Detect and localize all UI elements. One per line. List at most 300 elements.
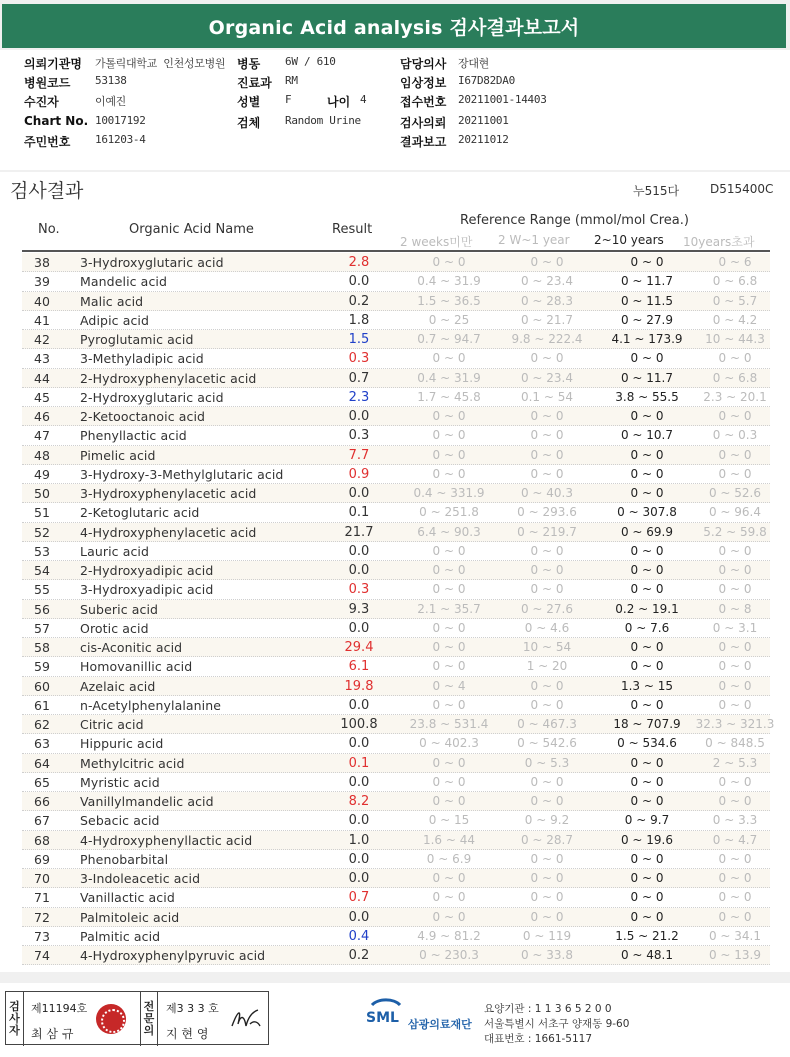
ref-range-2weeks: 0 ~ 0 — [432, 466, 466, 481]
result-value: 100.8 — [340, 717, 378, 732]
header-divider — [22, 250, 770, 252]
row-number: 49 — [34, 466, 50, 482]
row-number: 44 — [34, 370, 50, 386]
row-number: 39 — [34, 274, 50, 290]
ward-label: 병동 — [237, 57, 261, 71]
result-value: 1.5 — [348, 332, 370, 347]
ref-range-10years: 0 ~ 34.1 — [708, 928, 762, 943]
ref-range-10years: 0 ~ 848.5 — [705, 736, 765, 751]
ref-range-2weeks: 1.5 ~ 36.5 — [417, 293, 481, 308]
row-number: 55 — [34, 582, 50, 598]
row-number: 69 — [34, 851, 50, 867]
table-row — [22, 330, 770, 349]
ref-range-2-10years: 0 ~ 0 — [630, 640, 664, 654]
acid-name: 3-Hydroxy-3-Methylglutaric acid — [80, 466, 284, 482]
ref-range-2w-1year: 0 ~ 0 — [530, 697, 564, 712]
result-value: 0.0 — [348, 697, 370, 713]
ref-range-2weeks: 0 ~ 0 — [432, 409, 466, 423]
row-number: 47 — [34, 428, 50, 444]
ref-range-2weeks: 6.4 ~ 90.3 — [417, 524, 481, 539]
ref-range-2w-1year: 1 ~ 20 — [526, 659, 568, 674]
ref-range-2-10years: 0 ~ 0 — [630, 351, 664, 366]
ref-range-2w-1year: 0 ~ 0 — [530, 871, 564, 885]
clinical-label: 임상정보 — [400, 76, 447, 90]
ref-range-2-10years: 0 ~ 7.6 — [624, 620, 670, 635]
chart-label: Chart No. — [24, 114, 89, 128]
table-row — [22, 657, 770, 676]
receipt-value: 20211001-14403 — [458, 93, 547, 106]
row-number: 38 — [34, 255, 50, 270]
ref-range-2weeks: 0 ~ 0 — [432, 774, 466, 789]
ref-range-10years: 0 ~ 8 — [718, 601, 752, 616]
acid-name: Homovanillic acid — [80, 659, 193, 675]
ref-range-10years: 0 ~ 4.2 — [712, 312, 758, 327]
ref-range-10years: 0 ~ 6 — [718, 255, 752, 269]
table-row — [22, 773, 770, 792]
ref-range-2w-1year: 0 ~ 4.6 — [524, 620, 570, 635]
row-number: 60 — [34, 678, 50, 694]
table-row — [22, 831, 770, 850]
acid-name: Mandelic acid — [80, 274, 168, 290]
ref-range-2w-1year: 0 ~ 0 — [530, 466, 564, 481]
acid-name: Lauric acid — [80, 543, 150, 559]
table-row — [22, 638, 770, 657]
sml-logo-text: SML — [366, 1010, 399, 1026]
table-row — [22, 754, 770, 773]
results-title: 검사결과 — [10, 180, 84, 202]
ref-range-10years: 2 ~ 5.3 — [712, 755, 758, 770]
examiner-label: 검 사 자 — [6, 992, 24, 1046]
result-value: 0.3 — [348, 351, 370, 367]
result-value: 0.7 — [348, 370, 370, 386]
examiner-name: 최 삼 규 — [31, 1027, 74, 1041]
ref-range-2-10years: 0 ~ 0 — [630, 409, 664, 423]
ref-range-10years: 0 ~ 0 — [718, 909, 752, 924]
results-code: 누515다 — [633, 184, 680, 198]
result-value: 21.7 — [344, 524, 374, 540]
ref-range-10years: 0 ~ 0 — [718, 447, 752, 462]
ref-range-10years: 2.3 ~ 20.1 — [703, 389, 767, 404]
result-value: 0.2 — [348, 293, 370, 309]
acid-name: 4-Hydroxyphenylacetic acid — [80, 524, 257, 540]
info-row — [0, 133, 790, 152]
ref-range-10years: 0 ~ 0 — [718, 851, 752, 866]
ref-header-2-10years: 2~10 years — [594, 233, 664, 247]
ref-range-2w-1year: 0 ~ 0 — [530, 909, 564, 924]
ref-range-2weeks: 0.4 ~ 31.9 — [417, 370, 481, 385]
ref-range-2w-1year: 0 ~ 0 — [530, 543, 564, 558]
table-row — [22, 465, 770, 484]
table-row — [22, 715, 775, 734]
ref-range-10years: 0 ~ 0 — [718, 678, 752, 693]
ref-range-2w-1year: 0 ~ 0 — [530, 851, 564, 866]
ref-range-2w-1year: 10 ~ 54 — [522, 640, 572, 654]
acid-name: Citric acid — [80, 717, 144, 732]
ref-range-2w-1year: 0 ~ 0 — [530, 774, 564, 789]
ref-range-2-10years: 0 ~ 0 — [630, 890, 664, 905]
acid-name: Phenyllactic acid — [80, 428, 187, 444]
ref-range-2w-1year: 0 ~ 9.2 — [524, 813, 570, 828]
ref-range-2weeks: 0 ~ 4 — [432, 678, 466, 693]
ref-range-2-10years: 0 ~ 11.5 — [620, 293, 674, 308]
ref-range-10years: 0 ~ 0 — [718, 582, 752, 597]
row-number: 43 — [34, 351, 50, 367]
col-no-header: No. — [38, 222, 60, 237]
result-value: 0.0 — [348, 736, 370, 752]
ref-range-10years: 0 ~ 0 — [718, 871, 752, 885]
table-row — [22, 542, 770, 561]
ref-range-2weeks: 0 ~ 0 — [432, 351, 466, 366]
result-value: 0.0 — [348, 274, 370, 290]
ref-range-10years: 0 ~ 0 — [718, 659, 752, 674]
table-row — [22, 869, 770, 888]
hospital-code-label: 병원코드 — [24, 76, 71, 90]
result-value: 0.0 — [348, 851, 370, 867]
results-section — [0, 172, 790, 972]
table-row — [22, 811, 770, 830]
address: 서울특별시 서초구 양재동 9-60 — [484, 1018, 630, 1030]
ref-range-10years: 0 ~ 4.7 — [712, 832, 758, 847]
specimen-value: Random Urine — [285, 114, 361, 127]
ref-range-2weeks: 0 ~ 15 — [428, 813, 470, 828]
reviewer-name: 지 현 영 — [166, 1027, 209, 1041]
ref-range-2weeks: 0 ~ 0 — [432, 428, 466, 443]
result-value: 2.8 — [348, 255, 370, 270]
ref-range-2-10years: 0 ~ 0 — [630, 909, 664, 924]
result-value: 0.0 — [348, 563, 370, 578]
patient-label: 수진자 — [24, 95, 59, 109]
doctor-label: 담당의사 — [400, 57, 447, 71]
ref-range-10years: 10 ~ 44.3 — [705, 332, 765, 346]
phone-number: 대표번호 : 1661-5117 — [484, 1033, 593, 1045]
ref-range-2w-1year: 0 ~ 23.4 — [520, 274, 574, 289]
row-number: 53 — [34, 543, 50, 559]
acid-name: 3-Hydroxyglutaric acid — [80, 255, 224, 270]
ref-range-2weeks: 0 ~ 25 — [428, 312, 470, 327]
ref-range-2-10years: 1.5 ~ 21.2 — [615, 928, 679, 943]
request-label: 검사의뢰 — [400, 116, 447, 130]
row-number: 51 — [34, 505, 50, 521]
row-number: 65 — [34, 774, 50, 790]
table-row — [22, 484, 770, 503]
row-number: 59 — [34, 659, 50, 675]
result-value: 7.7 — [348, 447, 370, 463]
ref-range-2-10years: 0 ~ 0 — [630, 486, 664, 500]
ref-range-2-10years: 4.1 ~ 173.9 — [611, 332, 683, 346]
row-number: 48 — [34, 447, 50, 463]
row-number: 74 — [34, 948, 50, 963]
ref-range-2weeks: 0 ~ 402.3 — [419, 736, 479, 751]
ref-range-10years: 0 ~ 0 — [718, 543, 752, 558]
acid-name: Adipic acid — [80, 312, 150, 328]
ref-range-2w-1year: 0 ~ 0 — [530, 890, 564, 905]
ref-range-10years: 0 ~ 0 — [718, 640, 752, 654]
agency-number: 요양기관 : 1 1 3 6 5 2 0 0 — [484, 1003, 612, 1015]
ref-range-10years: 0 ~ 0 — [718, 890, 752, 905]
ref-range-2w-1year: 0 ~ 0 — [530, 255, 564, 269]
signature-box — [5, 991, 269, 1045]
table-row — [22, 927, 770, 946]
table-row — [22, 426, 770, 445]
result-value: 29.4 — [344, 640, 374, 655]
examiner-license: 제11194호 — [31, 1002, 88, 1015]
specimen-label: 검체 — [237, 116, 261, 130]
row-number: 46 — [34, 409, 50, 424]
patient-value: 이예진 — [95, 95, 126, 108]
report-footer — [0, 983, 790, 1057]
ref-range-2-10years: 0 ~ 0 — [630, 697, 664, 712]
result-value: 8.2 — [348, 794, 370, 809]
ref-range-2-10years: 0 ~ 0 — [630, 255, 664, 269]
clinical-value: I67D82DA0 — [458, 74, 515, 87]
results-code: D515400C — [710, 182, 774, 196]
reviewer-signature — [228, 1006, 264, 1032]
ref-range-10years: 0 ~ 0.3 — [712, 428, 758, 443]
acid-name: Malic acid — [80, 293, 144, 309]
ref-range-2weeks: 0 ~ 0 — [432, 447, 466, 462]
ref-range-2weeks: 2.1 ~ 35.7 — [417, 601, 481, 616]
row-number: 45 — [34, 389, 50, 405]
result-value: 0.0 — [348, 871, 370, 886]
acid-name: 2-Hydroxyadipic acid — [80, 563, 214, 578]
row-number: 41 — [34, 312, 50, 328]
result-value: 0.0 — [348, 909, 370, 925]
ref-range-10years: 0 ~ 0 — [718, 774, 752, 789]
ref-range-2weeks: 23.8 ~ 531.4 — [409, 717, 489, 731]
ref-range-2-10years: 0 ~ 0 — [630, 659, 664, 674]
ref-range-2-10years: 0 ~ 19.6 — [620, 832, 674, 847]
hospital-code-value: 53138 — [95, 74, 127, 87]
ref-range-2w-1year: 0 ~ 28.3 — [520, 293, 574, 308]
result-value: 0.0 — [348, 813, 370, 829]
acid-name: Pyroglutamic acid — [80, 332, 194, 347]
acid-name: 4-Hydroxyphenylpyruvic acid — [80, 948, 266, 963]
ref-range-2weeks: 0 ~ 0 — [432, 871, 466, 885]
acid-name: Palmitic acid — [80, 928, 161, 944]
row-number: 62 — [34, 717, 50, 732]
acid-name: Pimelic acid — [80, 447, 156, 463]
ref-range-2w-1year: 0 ~ 40.3 — [520, 486, 574, 500]
acid-name: 4-Hydroxyphenyllactic acid — [80, 832, 253, 848]
acid-name: cis-Aconitic acid — [80, 640, 183, 655]
ref-range-2w-1year: 0 ~ 27.6 — [520, 601, 574, 616]
ref-range-2weeks: 0 ~ 0 — [432, 659, 466, 674]
result-value: 0.0 — [348, 409, 370, 424]
ref-range-2w-1year: 0 ~ 21.7 — [520, 312, 574, 327]
ref-range-2weeks: 0 ~ 0 — [432, 563, 466, 577]
institution-label: 의뢰기관명 — [24, 57, 82, 71]
ref-range-10years: 0 ~ 0 — [718, 794, 752, 808]
acid-name: 3-Methyladipic acid — [80, 351, 204, 367]
acid-name: 2-Ketooctanoic acid — [80, 409, 206, 424]
ref-range-2weeks: 0.7 ~ 94.7 — [417, 332, 481, 346]
ref-range-2-10years: 0 ~ 0 — [630, 755, 664, 770]
ref-range-2-10years: 0 ~ 0 — [630, 563, 664, 577]
result-value: 0.0 — [348, 620, 370, 636]
col-name-header: Organic Acid Name — [129, 222, 254, 237]
info-row — [0, 55, 790, 74]
ref-range-2w-1year: 0.1 ~ 54 — [520, 389, 574, 404]
ref-range-10years: 0 ~ 52.6 — [708, 486, 762, 500]
acid-name: 3-Hydroxyphenylacetic acid — [80, 486, 257, 501]
ref-range-2-10years: 0 ~ 27.9 — [620, 312, 674, 327]
receipt-label: 접수번호 — [400, 95, 447, 109]
result-value: 6.1 — [348, 659, 370, 675]
ref-range-2weeks: 0 ~ 0 — [432, 755, 466, 770]
acid-name: Phenobarbital — [80, 851, 169, 867]
table-row — [22, 561, 770, 580]
ref-range-2weeks: 0 ~ 0 — [432, 909, 466, 924]
row-number: 61 — [34, 697, 50, 713]
table-row — [22, 253, 770, 272]
ref-range-2w-1year: 0 ~ 23.4 — [520, 370, 574, 385]
ref-range-2w-1year: 0 ~ 0 — [530, 582, 564, 597]
row-number: 56 — [34, 601, 50, 617]
table-row — [22, 446, 770, 465]
ref-range-10years: 0 ~ 3.1 — [712, 620, 758, 635]
table-row — [22, 272, 770, 291]
info-row — [0, 114, 790, 133]
ref-range-2w-1year: 0 ~ 0 — [530, 428, 564, 443]
ref-range-2w-1year: 0 ~ 0 — [530, 678, 564, 693]
row-number: 70 — [34, 871, 50, 886]
ref-range-2weeks: 0 ~ 0 — [432, 697, 466, 712]
ref-header-2w-1year: 2 W~1 year — [498, 233, 570, 247]
col-result-header: Result — [332, 222, 373, 237]
ref-range-10years: 0 ~ 0 — [718, 409, 752, 423]
ref-range-2-10years: 0 ~ 534.6 — [617, 736, 677, 751]
institution-value: 가톨릭대학교 인천성모병원 — [95, 57, 226, 70]
ref-range-10years: 0 ~ 6.8 — [712, 370, 758, 385]
col-ref-header: Reference Range (mmol/mol Crea.) — [460, 213, 689, 228]
ref-range-10years: 0 ~ 3.3 — [712, 813, 758, 828]
table-row — [22, 369, 770, 388]
reviewer-license: 제3 3 3 호 — [166, 1002, 219, 1015]
doctor-value: 장대현 — [458, 57, 489, 70]
row-number: 42 — [34, 332, 50, 347]
table-row — [22, 407, 770, 426]
acid-name: 3-Indoleacetic acid — [80, 871, 201, 886]
acid-name: Methylcitric acid — [80, 755, 185, 771]
ref-range-2weeks: 0.4 ~ 331.9 — [413, 486, 485, 500]
dept-label: 진료과 — [237, 76, 272, 90]
row-number: 52 — [34, 524, 50, 540]
acid-name: Sebacic acid — [80, 813, 160, 829]
ref-header-2weeks: 2 weeks미만 — [400, 235, 473, 249]
ref-range-2w-1year: 0 ~ 467.3 — [517, 717, 577, 731]
ref-range-2weeks: 0 ~ 0 — [432, 543, 466, 558]
table-row — [22, 523, 770, 542]
result-value: 0.0 — [348, 774, 370, 790]
ref-range-10years: 0 ~ 0 — [718, 563, 752, 577]
ref-range-10years: 0 ~ 0 — [718, 697, 752, 712]
row-number: 66 — [34, 794, 50, 809]
table-row — [22, 292, 770, 311]
ref-range-10years: 0 ~ 0 — [718, 466, 752, 481]
ref-range-2weeks: 0 ~ 0 — [432, 794, 466, 808]
ref-range-2w-1year: 0 ~ 33.8 — [520, 948, 574, 962]
ref-range-2-10years: 0 ~ 0 — [630, 582, 664, 597]
sex-label: 성별 — [237, 95, 261, 109]
ref-range-2weeks: 0 ~ 0 — [432, 582, 466, 597]
ref-range-10years: 0 ~ 13.9 — [708, 948, 762, 962]
reviewer-label: 전 문 의 — [140, 992, 158, 1046]
ref-range-10years: 5.2 ~ 59.8 — [703, 524, 767, 539]
table-row — [22, 388, 770, 407]
ref-range-2w-1year: 0 ~ 293.6 — [517, 505, 577, 520]
ref-range-2-10years: 0 ~ 11.7 — [620, 274, 674, 289]
ref-range-2weeks: 0 ~ 6.9 — [426, 851, 472, 866]
ref-range-2w-1year: 0 ~ 5.3 — [524, 755, 570, 770]
table-row — [22, 600, 770, 619]
age-value: 4 — [360, 93, 367, 106]
ref-range-2w-1year: 0 ~ 0 — [530, 351, 564, 366]
ref-range-2weeks: 0 ~ 0 — [432, 255, 466, 269]
table-row — [22, 946, 770, 965]
acid-name: 2-Ketoglutaric acid — [80, 505, 200, 521]
report-date-label: 결과보고 — [400, 135, 447, 149]
ref-range-2-10years: 18 ~ 707.9 — [613, 717, 681, 731]
acid-name: Azelaic acid — [80, 678, 156, 694]
result-value: 0.0 — [348, 543, 370, 559]
ref-range-2-10years: 0 ~ 9.7 — [624, 813, 670, 828]
row-number: 40 — [34, 293, 50, 309]
table-row — [22, 850, 770, 869]
row-number: 64 — [34, 755, 50, 771]
chart-value: 10017192 — [95, 114, 146, 127]
table-row — [22, 349, 770, 368]
table-row — [22, 619, 770, 638]
org-name: 삼광의료재단 — [408, 1018, 472, 1031]
ref-range-2-10years: 0 ~ 0 — [630, 466, 664, 481]
row-number: 67 — [34, 813, 50, 829]
ref-range-2w-1year: 0 ~ 119 — [522, 928, 572, 943]
table-row — [22, 734, 770, 753]
ref-range-2-10years: 0 ~ 0 — [630, 794, 664, 808]
table-row — [22, 503, 770, 522]
table-row — [22, 792, 770, 811]
ref-range-2w-1year: 0 ~ 0 — [530, 447, 564, 462]
report-date-value: 20211012 — [458, 133, 509, 146]
result-value: 0.3 — [348, 582, 370, 598]
dept-value: RM — [285, 74, 298, 87]
acid-name: Vanillylmandelic acid — [80, 794, 214, 809]
acid-name: 2-Hydroxyglutaric acid — [80, 389, 224, 405]
ref-range-2-10years: 1.3 ~ 15 — [620, 678, 674, 693]
table-row — [22, 888, 770, 907]
ref-range-2w-1year: 0 ~ 28.7 — [520, 832, 574, 847]
ref-range-2-10years: 0 ~ 0 — [630, 851, 664, 866]
ref-range-2weeks: 0 ~ 230.3 — [419, 948, 479, 962]
row-number: 58 — [34, 640, 50, 655]
ward-value: 6W / 610 — [285, 55, 336, 68]
ref-range-2w-1year: 0 ~ 542.6 — [517, 736, 577, 751]
acid-name: Myristic acid — [80, 774, 160, 790]
row-number: 71 — [34, 890, 50, 906]
ref-range-2weeks: 0 ~ 0 — [432, 620, 466, 635]
ref-range-2-10years: 0 ~ 10.7 — [620, 428, 674, 443]
sex-value: F — [285, 93, 292, 106]
result-value: 0.3 — [348, 428, 370, 444]
row-number: 57 — [34, 620, 50, 636]
row-number: 63 — [34, 736, 50, 752]
examiner-seal — [96, 1004, 126, 1034]
ref-range-10years: 0 ~ 96.4 — [708, 505, 762, 520]
result-value: 0.4 — [348, 928, 370, 944]
acid-name: Orotic acid — [80, 620, 149, 636]
acid-name: 2-Hydroxyphenylacetic acid — [80, 370, 257, 386]
table-row — [22, 696, 770, 715]
